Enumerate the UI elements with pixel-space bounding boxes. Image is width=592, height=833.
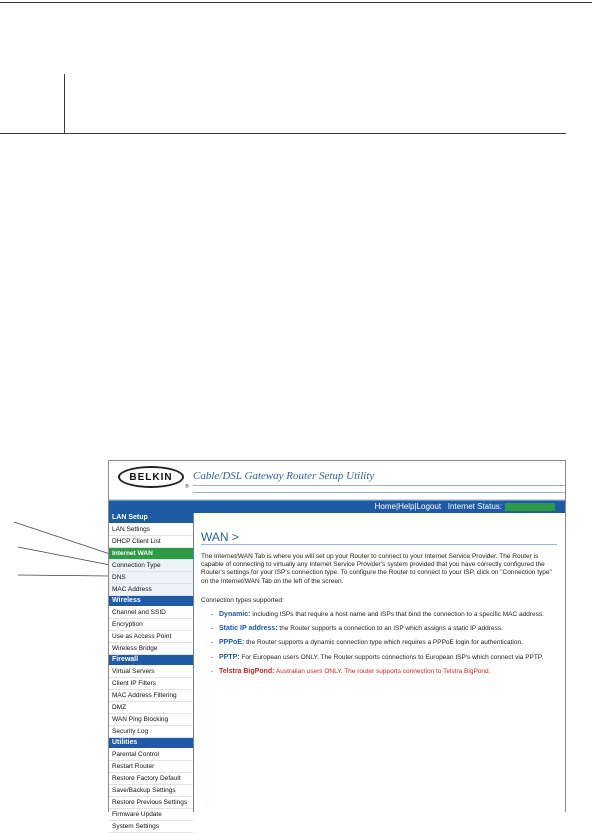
sidebar-item-client-ip-filters[interactable]: Client IP Filters [109,678,193,690]
sidebar-item-parental-control[interactable]: Parental Control [109,749,193,761]
sidebar-section-wireless[interactable]: Wireless [109,596,193,607]
help-link[interactable]: Help [398,502,415,511]
connection-types-list [211,611,553,682]
home-link[interactable]: Home [374,502,396,511]
connection-type-static-ip [211,625,553,633]
connection-type-pppoe [211,639,553,647]
sidebar-item-restore-factory-default[interactable]: Restore Factory Default [109,773,193,785]
sidebar-item-save-backup-settings[interactable]: Save/Backup Settings [109,785,193,797]
type-term: Dynamic: [219,611,251,618]
logout-link[interactable]: Logout [416,502,442,511]
sidebar-section-internet-wan[interactable]: Internet WAN [109,548,193,560]
sidebar-item-channel-and-ssid[interactable]: Channel and SSID [109,607,193,619]
sidebar-item-restart-router[interactable]: Restart Router [109,761,193,773]
sidebar-section-lan-setup[interactable]: LAN Setup [109,513,193,524]
sidebar-section-firewall[interactable]: Firewall [109,655,193,666]
type-description: For European users ONLY. The Router supports connections to European ISP's which connect via PPTP. [239,653,544,661]
utility-title: Cable/DSL Gateway Router Setup Utility [193,470,375,482]
sidebar-item-system-settings[interactable]: System Settings [109,821,193,833]
page-title: WAN > [201,530,239,544]
sidebar-item-wan-ping-blocking[interactable]: WAN Ping Blocking [109,714,193,726]
sidebar-item-encryption[interactable]: Encryption [109,619,193,631]
sidebar-item-mac-address[interactable]: MAC Address [109,584,193,596]
connection-type-dynamic [211,611,553,619]
header-decor-lines [193,485,565,493]
list-dash: - [211,625,214,633]
sidebar-item-mac-address-filtering[interactable]: MAC Address Filtering [109,690,193,702]
sidebar-section-utilities[interactable]: Utilities [109,738,193,749]
utility-header [109,461,565,500]
connection-type-telstra-bigpond [211,668,553,676]
sidebar-item-wireless-bridge[interactable]: Wireless Bridge [109,643,193,655]
list-dash: - [211,653,214,661]
registered-mark: ® [185,484,189,490]
type-description: including ISPs that require a host name and ISPs that bind the connection to a specific MAC address. [250,611,544,618]
sidebar [109,513,194,830]
internet-status-label: Internet Status: [447,502,502,511]
sidebar-item-restore-previous-settings[interactable]: Restore Previous Settings [109,797,193,809]
type-description: the Router supports a dynamic connection type which requires a PPPoE login for authentication. [244,639,523,647]
top-nav-links [375,501,555,513]
sidebar-item-security-log[interactable]: Security Log [109,726,193,738]
sidebar-item-dmz[interactable]: DMZ [109,702,193,714]
nav-separator: | [395,502,399,511]
type-description: Australian users ONLY. The router supports connection to Telstra BigPond. [274,667,491,675]
sidebar-item-connection-type[interactable]: Connection Type [109,560,193,572]
type-term: PPTP: [219,653,240,661]
list-dash: - [211,611,214,618]
brand-text: BELKIN [129,471,173,483]
sidebar-item-virtual-servers[interactable]: Virtual Servers [109,666,193,678]
main-content [201,513,557,812]
connection-types-heading: Connection types supported: [201,597,284,604]
top-nav-bar [109,500,565,513]
type-term: PPPoE: [219,639,245,647]
type-description: the Router supports a connection to an ISP which assigns a static IP address. [277,625,503,633]
intro-paragraph: The Internet/WAN Tab is where you will set up your Router to connect to your Internet Service Provider. The Router is capable of connecting to virtually any Internet Service Provider's system provided that you have correctly configured the Router's settings for your ISP's connection type. To configure the Router to connect to your ISP, click on "Connection type" on the Internet/WAN Tab on the left of the screen. [201,553,552,585]
type-term: Static IP address: [219,625,278,633]
sidebar-item-firmware-update[interactable]: Firmware Update [109,809,193,821]
list-dash: - [211,639,214,647]
sidebar-item-use-as-access-point[interactable]: Use as Access Point [109,631,193,643]
sidebar-item-lan-settings[interactable]: LAN Settings [109,524,193,536]
sidebar-item-dhcp-client-list[interactable]: DHCP Client List [109,536,193,548]
internet-status-indicator [505,503,555,511]
title-divider [201,544,557,545]
list-dash: - [211,667,214,675]
sidebar-item-dns[interactable]: DNS [109,572,193,584]
type-term: Telstra BigPond: [219,667,275,675]
connection-type-pptp [211,654,553,662]
belkin-logo [118,466,184,488]
callout-line-mac-address [18,575,110,576]
nav-separator: | [414,502,417,511]
router-screenshot [108,460,566,830]
